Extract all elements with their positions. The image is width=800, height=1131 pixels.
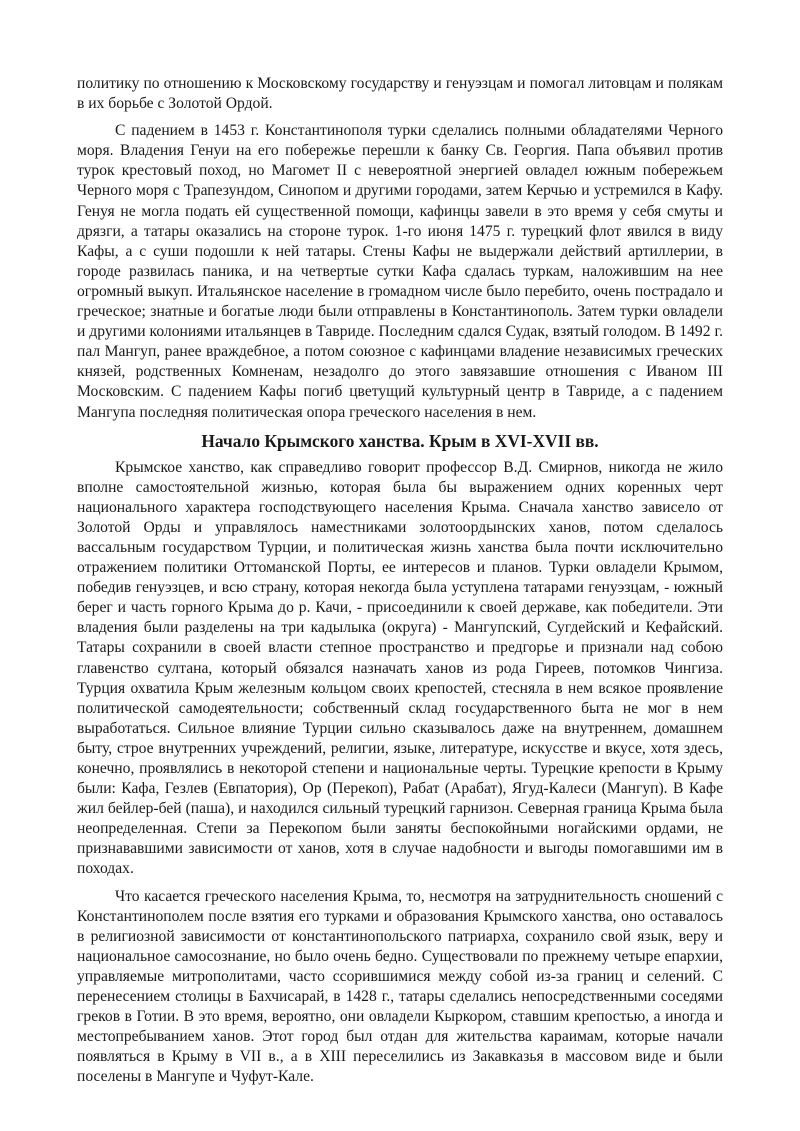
document-page — [77, 74, 723, 1095]
paragraph-continuation: политику по отношению к Московскому государству и генуэзцам и помогал литовцам и полякам в их борьбе с Золотой Ордой. — [77, 75, 723, 113]
paragraph-greek-population: Что касается греческого населения Крыма, то, несмотря на затруднительность сношений с Константинополем после взятия его турками и образования Крымского ханства, оно оставалось в религиозной зависимости от константинопольского патриарха, сохранило свой язык, веру и национальное самосознание, но было очень бедно. Существовали по прежнему четыре епархии, управляемые митрополитами, часто ссорившимися между собой из-за границ и селений. С перенесением столицы в Бахчисарай, в 1428 г., татары сделались непосредственными соседями греков в Готии. В это время, вероятно, они овладели Кыркором, ставшим крепостью, а иногда и местопребыванием ханов. Этот город был отдан для жительства караимам, которые начали появляться в Крыму в VII в., а в XIII переселились из Закавказья в массовом виде и были поселены в Мангупе и Чуфут-Кале. — [77, 887, 723, 1086]
paragraph-crimean-khanate: Крымское ханство, как справедливо говорит профессор В.Д. Смирнов, никогда не жило вполне самостоятельной жизнью, которая была бы выражением одних коренных черт национального характера господствующего населения Крыма. Сначала ханство зависело от Золотой Орды и управлялось наместниками золотоордынских ханов, потом сделалось вассальным государством Турции, и политическая жизнь ханства была почти исключительно отражением политики Оттоманской Порты, ее интересов и планов. Турки овладели Крымом, победив генуэзцев, и всю страну, которая некогда была уступлена татарами генуэзцам, - южный берег и часть горного Крыма до р. Качи, - присоединили к своей державе, как победители. Эти владения были разделены на три кадылыка (округа) - Мангупский, Сугдейский и Кефайский. Татары сохранили в своей власти степное пространство и предгорье и признали над собою главенство султана, который обязался назначать ханов из рода Гиреев, потомков Чингиза. Турция охватила Крым железным кольцом своих крепостей, стесняла в нем всякое проявление политической самодеятельности; собственный склад государственного быта не мог в нем выработаться. Сильное влияние Турции сильно сказывалось даже на внутреннем, домашнем быту, строе внутренних учреждений, религии, языке, литературе, искусстве и вкусе, хотя здесь, конечно, проявлялись в некоторой степени и национальные черты. Турецкие крепости в Крыму были: Кафа, Гезлев (Евпатория), Ор (Перекоп), Рабат (Арабат), Ягуд-Калеси (Мангуп). В Кафе жил бейлер-бей (паша), и находился сильный турецкий гарнизон. Северная граница Крыма была неопределенная. Степи за Перекопом были заняты беспокойными ногайскими ордами, не признававшими зависимости от ханов, хотя в случае надобности и выгоды помогавшими им в походах. — [77, 458, 723, 878]
paragraph-fall-of-constantinople: С падением в 1453 г. Константинополя турки сделались полными обладателями Черного моря. Владения Генуи на его побережье перешли к банку Св. Георгия. Папа объявил против турок крестовый поход, но Магомет II с невероятной энергией овладел южным побережьем Черного моря с Трапезундом, Синопом и другими городами, затем Керчью и устремился в Кафу. Генуя не могла подать ей существенной помощи, кафинцы завели в это время у себя смуты и дрязги, а татары оказались на стороне турок. 1-го июня 1475 г. турецкий флот явился в виду Кафы, а с суши подошли к ней татары. Стены Кафы не выдержали действий артиллерии, в городе развилась паника, и на четвертые сутки Кафа сдалась туркам, наложившим на нее огромный выкуп. Итальянское население в громадном числе было перебито, очень пострадало и греческое; знатные и богатые люди были отправлены в Константинополь. Затем турки овладели и другими колониями итальянцев в Тавриде. Последним сдался Судак, взятый голодом. В 1492 г. пал Мангуп, ранее враждебное, а потом союзное с кафинцами владение независимых греческих князей, родственных Комненам, незадолго до этого завязавшие отношения с Иваном III Московским. С падением Кафы погиб цветущий культурный центр в Тавриде, а с падением Мангупа последняя политическая опора греческого населения в нем. — [77, 122, 723, 421]
section-heading: Начало Крымского ханства. Крым в XVI-XVII вв. — [201, 430, 599, 451]
